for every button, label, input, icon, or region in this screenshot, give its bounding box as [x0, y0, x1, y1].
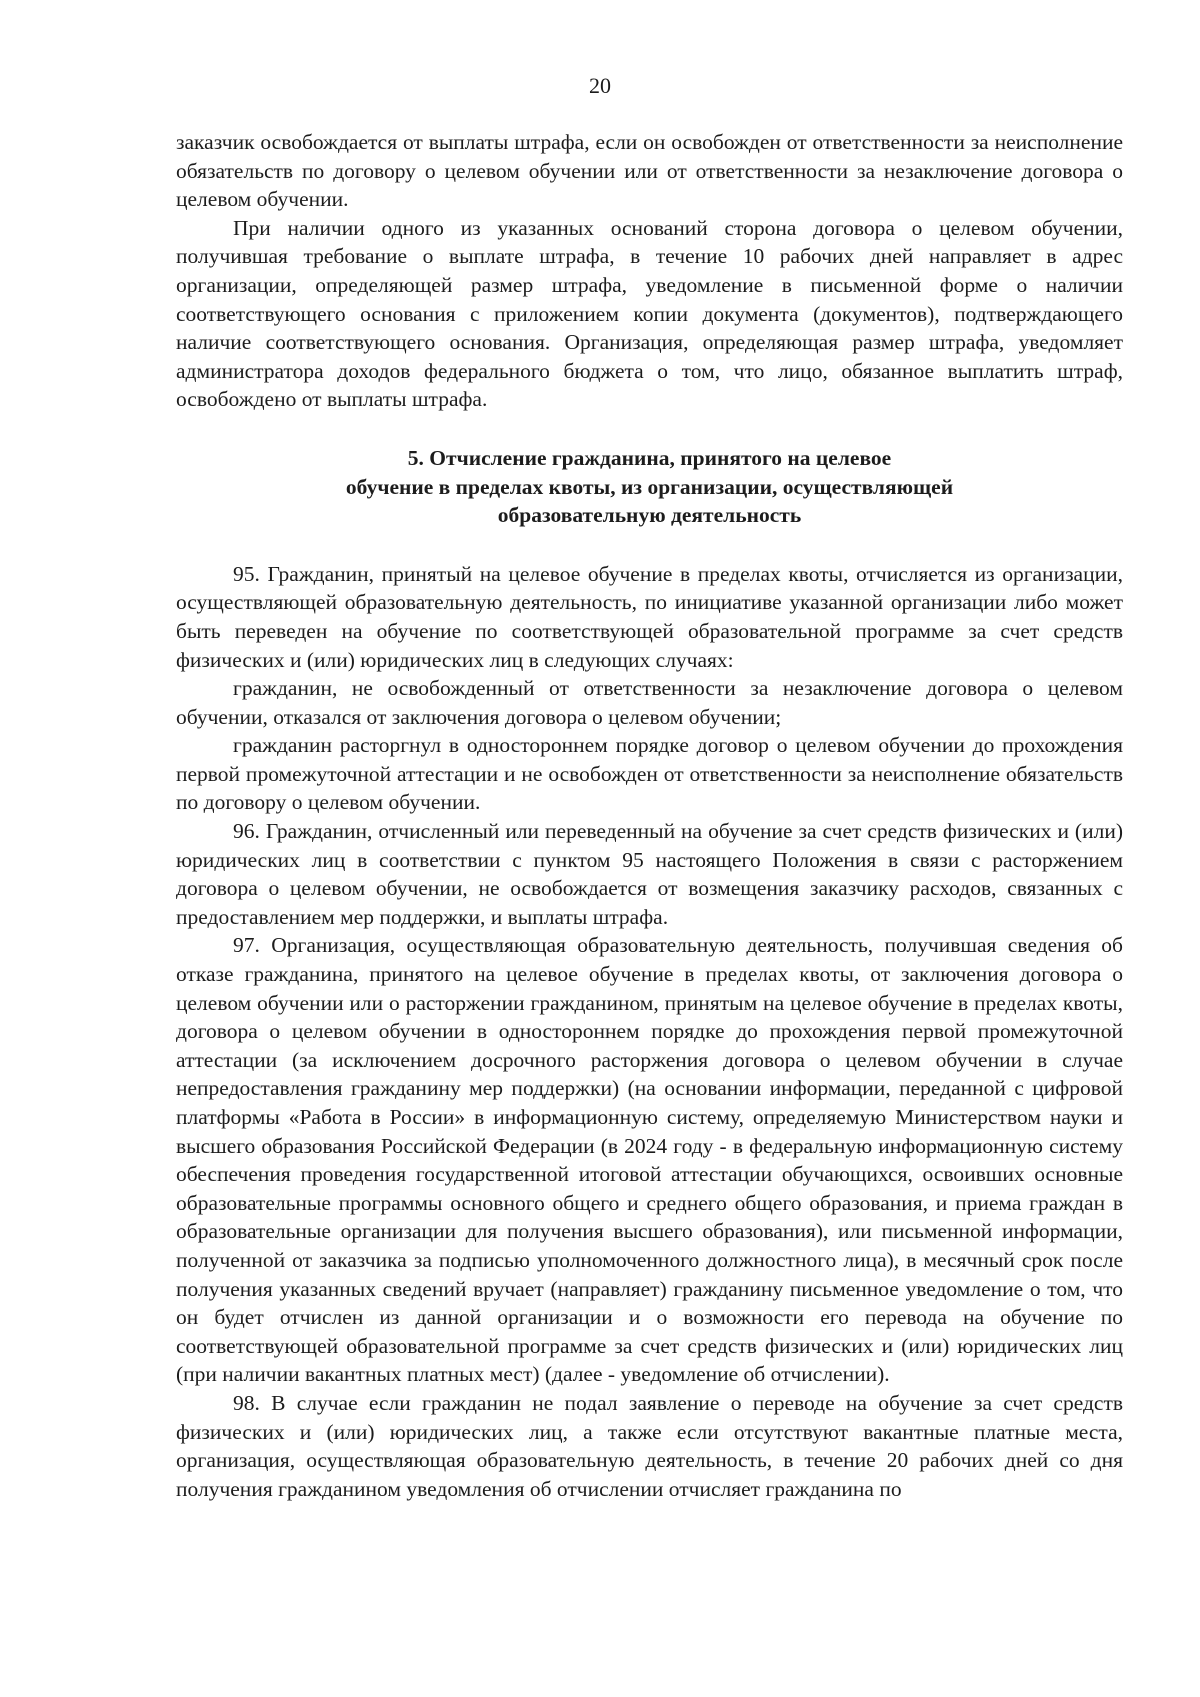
document-body	[176, 128, 1123, 1503]
paragraph-fine-exemption: При наличии одного из указанных оснований сторона договора о целевом обучении, получившая требование о выплате штрафа, в течение 10 рабочих дней направляет в адрес организации, определяющей размер штрафа, уведомление в письменной форме о наличии соответствующего основания с приложением копии документа (документов), подтверждающего наличие соответствующего основания. Организация, определяющая размер штрафа, уведомляет администратора доходов федерального бюджета о том, что лицо, обязанное выплатить штраф, освобождено от выплаты штрафа.	[176, 215, 1123, 412]
section-heading	[176, 444, 1123, 530]
section-heading-line-1: 5. Отчисление гражданина, принятого на целевое	[407, 445, 892, 470]
section-heading-line-3: образовательную деятельность	[497, 503, 802, 528]
paragraph-item-98: 98. В случае если гражданин не подал заявление о переводе на обучение за счет средств физических и (или) юридических лиц, а также если отсутствуют вакантные платные места, организация, осуществляющая образовательную деятельность, в течение 20 рабочих дней со дня получения гражданином уведомления об отчислении отчисляет гражданина по	[176, 1390, 1123, 1501]
paragraph-item-95: 95. Гражданин, принятый на целевое обучение в пределах квоты, отчисляется из организации, осуществляющей образовательную деятельность, по инициативе указанной организации либо может быть переведен на обучение по соответствующей образовательной программе за счет средств физических и (или) юридических лиц в следующих случаях:	[176, 561, 1123, 672]
paragraph-item-96: 96. Гражданин, отчисленный или переведенный на обучение за счет средств физических и (или) юридических лиц в соответствии с пунктом 95 настоящего Положения в связи с расторжением договора о целевом обучении, не освобождается от возмещения заказчику расходов, связанных с предоставлением мер поддержки, и выплаты штрафа.	[176, 819, 1123, 929]
paragraph-item-97: 97. Организация, осуществляющая образовательную деятельность, получившая сведения об отказе гражданина, принятого на целевое обучение в пределах квоты, от заключения договора о целевом обучении или о расторжении гражданином, принятым на целевое обучение в пределах квоты, договора о целевом обучении в одностороннем порядке до прохождения первой промежуточной аттестации (за исключением досрочного расторжения договора о целевом обучении в случае непредоставления гражданину мер поддержки) (на основании информации, переданной с цифровой платформы «Работа в России» в информационную систему, определяемую Министерством науки и высшего образования Российской Федерации (в 2024 году - в федеральную информационную систему обеспечения проведения государственной итоговой аттестации обучающихся, освоивших основные образовательные программы основного общего и среднего общего образования, и приема граждан в образовательные организации для получения высшего образования), или письменной информации, полученной от заказчика за подписью уполномоченного должностного лица), в месячный срок после получения указанных сведений вручает (направляет) гражданину письменное уведомление о том, что он будет отчислен из данной организации и о возможности его перевода на обучение по соответствующей образовательной программе за счет средств физических и (или) юридических лиц (при наличии вакантных платных мест) (далее - уведомление об отчислении).	[176, 933, 1123, 1387]
paragraph-case-termination: гражданин расторгнул в одностороннем порядке договор о целевом обучении до прохождения первой промежуточной аттестации и не освобожден от ответственности за неисполнение обязательств по договору о целевом обучении.	[176, 733, 1123, 815]
paragraph-continuation: заказчик освобождается от выплаты штрафа, если он освобожден от ответственности за неисполнение обязательств по договору о целевом обучении или от ответственности за незаключение договора о целевом обучении.	[176, 130, 1123, 212]
paragraph-case-refusal: гражданин, не освобожденный от ответственности за незаключение договора о целевом обучении, отказался от заключения договора о целевом обучении;	[176, 676, 1123, 729]
page-number: 20	[589, 73, 611, 98]
section-heading-line-2: обучение в пределах квоты, из организации, осуществляющей	[345, 474, 954, 499]
